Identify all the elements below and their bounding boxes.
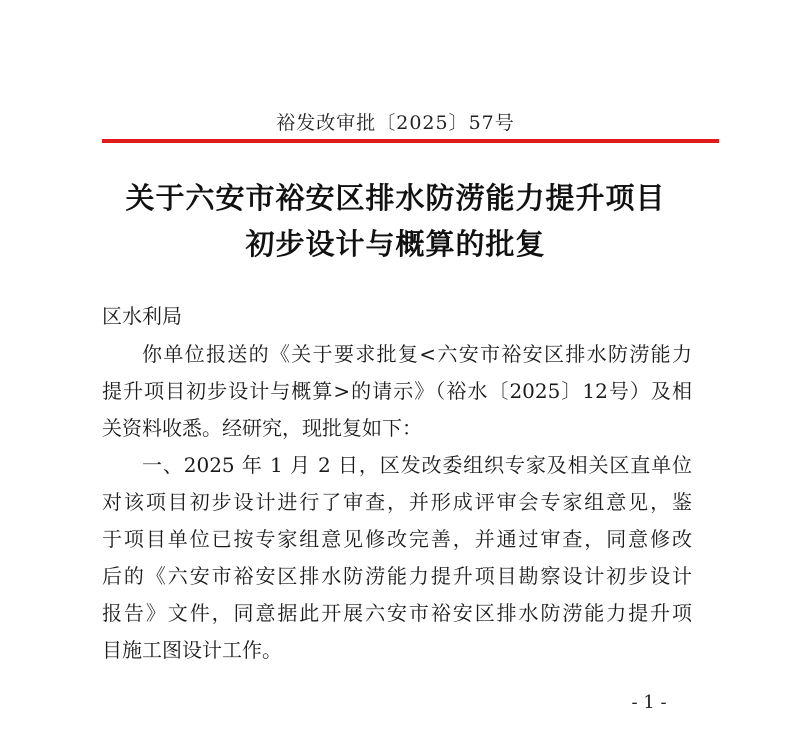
recipient: 区水利局 — [102, 304, 182, 328]
body-line: 你单位报送的《关于要求批复<六安市裕安区排水防涝能力 — [142, 342, 692, 366]
body-line: 于项目单位已按专家组意见修改完善，并通过审查，同意修改 — [102, 527, 692, 551]
body-line: 后的《六安市裕安区排水防涝能力提升项目勘察设计初步设计 — [102, 564, 692, 588]
document-title-line-2: 初步设计与概算的批复 — [245, 227, 546, 261]
body-line: 报告》文件，同意据此开展六安市裕安区排水防涝能力提升项 — [102, 601, 692, 625]
body-line: 关资料收悉。经研究，现批复如下： — [102, 416, 422, 440]
body-line: 对该项目初步设计进行了审查，并形成评审会专家组意见，鉴 — [102, 490, 692, 514]
page-number: - 1 - — [631, 692, 667, 713]
red-header-rule — [102, 139, 719, 143]
document-number: 裕发改审批〔2025〕57号 — [276, 112, 515, 134]
body-line: 一、2025 年 1 月 2 日，区发改委组织专家及相关区直单位 — [142, 453, 692, 477]
document-title-line-1: 关于六安市裕安区排水防涝能力提升项目 — [125, 181, 666, 215]
body-line: 提升项目初步设计与概算>的请示》（裕水〔2025〕12号）及相 — [102, 379, 692, 403]
body-line: 目施工图设计工作。 — [102, 638, 282, 662]
